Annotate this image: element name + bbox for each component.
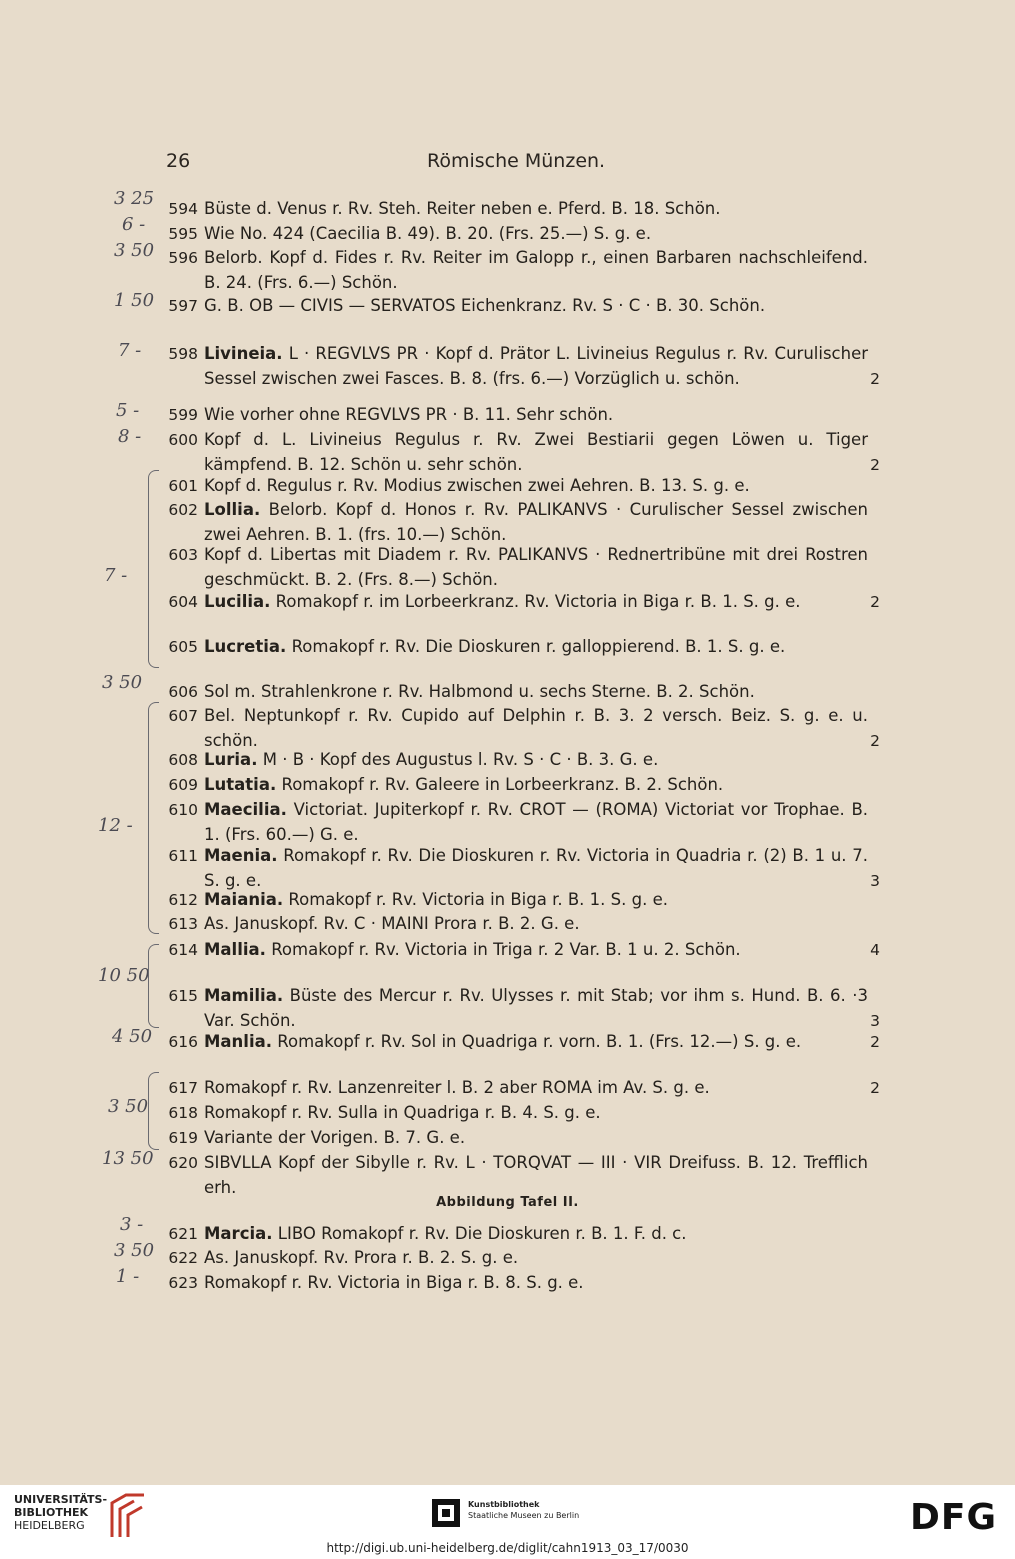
list-item: 600 Kopf d. L. Livineius Regulus r. Rv. Zwei Bestiarii gegen Löwen u. Tiger kämpfend. B. 12. Schön u. sehr schön. 2 <box>168 430 880 474</box>
margin-note: 3 - <box>120 1214 144 1235</box>
list-item: 615 Mamilia. Büste des Mercur r. Rv. Ulysses r. mit Stab; vor ihm s. Hund. B. 6. ·3 Var. Schön. 3 <box>168 986 880 1030</box>
margin-bracket <box>148 944 159 1028</box>
margin-note: 10 50 <box>98 965 150 986</box>
margin-note: 3 50 <box>108 1096 149 1117</box>
kb-name: Kunstbibliothek <box>468 1500 540 1509</box>
margin-note: 6 - <box>122 214 146 235</box>
dfg-logo: DFG <box>909 1497 997 1538</box>
figure-caption: Abbildung Tafel II. <box>436 1195 579 1210</box>
list-item: 610 Maecilia. Victoriat. Jupiterkopf r. Rv. CROT — (ROMA) Victoriat vor Trophae. B. 1. (Frs. 60.—) G. e. <box>168 800 869 844</box>
margin-note: 5 - <box>116 400 140 421</box>
list-item: 620 SIBVLLA Kopf der Sibylle r. Rv. L · TORQVAT — III · VIR Dreifuss. B. 12. Trefflich erh. <box>168 1153 868 1197</box>
list-item: 599 Wie vorher ohne REGVLVS PR · B. 11. Sehr schön. <box>168 405 614 424</box>
list-item: 612 Maiania. Romakopf r. Rv. Victoria in Biga r. B. 1. S. g. e. <box>168 890 668 909</box>
list-item: 595 Wie No. 424 (Caecilia B. 49). B. 20. (Frs. 25.—) S. g. e. <box>168 224 652 243</box>
list-item: 613 As. Januskopf. Rv. C · MAINI Prora r. B. 2. G. e. <box>168 914 580 933</box>
list-item: 611 Maenia. Romakopf r. Rv. Die Dioskuren r. Rv. Victoria in Quadria r. (2) B. 1 u. 7. S. g. e. 3 <box>168 846 880 890</box>
list-item: 608 Luria. M · B · Kopf des Augustus l. Rv. S · C · B. 3. G. e. <box>168 750 659 769</box>
margin-note: 3 50 <box>114 1240 155 1261</box>
list-item: 616 Manlia. Romakopf r. Rv. Sol in Quadriga r. vorn. B. 1. (Frs. 12.—) S. g. e. 2 <box>168 1032 880 1051</box>
list-item: 619 Variante der Vorigen. B. 7. G. e. <box>168 1128 466 1147</box>
list-item: 623 Romakopf r. Rv. Victoria in Biga r. B. 8. S. g. e. <box>168 1273 584 1292</box>
list-item: 618 Romakopf r. Rv. Sulla in Quadriga r. B. 4. S. g. e. <box>168 1103 601 1122</box>
page-number: 26 <box>166 150 191 172</box>
margin-note: 3 50 <box>102 672 143 693</box>
margin-bracket <box>148 470 159 668</box>
margin-note: 1 - <box>116 1266 140 1287</box>
list-item: 601 Kopf d. Regulus r. Rv. Modius zwischen zwei Aehren. B. 13. S. g. e. <box>168 476 750 495</box>
list-item: 617 Romakopf r. Rv. Lanzenreiter l. B. 2 aber ROMA im Av. S. g. e. 2 <box>168 1078 880 1097</box>
list-item: 596 Belorb. Kopf d. Fides r. Rv. Reiter im Galopp r., einen Barbaren nachschleifend. B. 24. (Frs. 6.—) Schön. <box>168 248 868 292</box>
list-item: 594 Büste d. Venus r. Rv. Steh. Reiter neben e. Pferd. B. 18. Schön. <box>168 199 721 218</box>
margin-note: 8 - <box>118 426 142 447</box>
list-item: 614 Mallia. Romakopf r. Rv. Victoria in Triga r. 2 Var. B. 1 u. 2. Schön. 4 <box>168 940 880 959</box>
ub-heidelberg-logo: UNIVERSITÄTS- BIBLIOTHEK HEIDELBERG <box>14 1493 108 1532</box>
list-item: 597 G. B. OB — CIVIS — SERVATOS Eichenkranz. Rv. S · C · B. 30. Schön. <box>168 296 766 315</box>
kb-emblem-icon <box>432 1499 460 1527</box>
margin-note: 13 50 <box>102 1148 154 1169</box>
margin-note: 4 50 <box>112 1026 153 1047</box>
margin-note: 1 50 <box>114 290 155 311</box>
list-item: 606 Sol m. Strahlenkrone r. Rv. Halbmond u. sechs Sterne. B. 2. Schön. <box>168 682 755 701</box>
margin-bracket <box>148 702 159 934</box>
ub-emblem-icon <box>108 1493 148 1539</box>
permalink[interactable]: http://digi.ub.uni-heidelberg.de/diglit/cahn1913_03_17/0030 <box>326 1541 689 1555</box>
list-item: 605 Lucretia. Romakopf r. Rv. Die Dioskuren r. galloppierend. B. 1. S. g. e. <box>168 637 786 656</box>
margin-note: 3 50 <box>114 240 155 261</box>
kb-subtitle: Staatliche Museen zu Berlin <box>468 1511 580 1520</box>
margin-note: 12 - <box>98 815 133 836</box>
footer-bar <box>0 1485 1015 1559</box>
margin-bracket <box>148 1072 159 1150</box>
list-item: 604 Lucilia. Romakopf r. im Lorbeerkranz. Rv. Victoria in Biga r. B. 1. S. g. e. 2 <box>168 592 880 611</box>
margin-note: 7 - <box>104 565 128 586</box>
list-item: 602 Lollia. Belorb. Kopf d. Honos r. Rv. PALIKANVS · Curulischer Sessel zwischen zwei Aehren. B. 1. (frs. 10.—) Schön. <box>168 500 868 544</box>
list-item: 598 Livineia. L · REGVLVS PR · Kopf d. Prätor L. Livineius Regulus r. Rv. Curulischer Sessel zwischen zwei Fasces. B. 8. (frs. 6.—) Vorzüglich u. schön. 2 <box>168 344 880 388</box>
page-title: Römische Münzen. <box>427 150 606 172</box>
list-item: 609 Lutatia. Romakopf r. Rv. Galeere in Lorbeerkranz. B. 2. Schön. <box>168 775 724 794</box>
list-item: 603 Kopf d. Libertas mit Diadem r. Rv. PALIKANVS · Rednertribüne mit drei Rostren geschmückt. B. 2. (Frs. 8.—) Schön. <box>168 545 868 589</box>
margin-note: 3 25 <box>114 188 155 209</box>
kunstbibliothek-logo <box>432 1499 580 1531</box>
margin-note: 7 - <box>118 340 142 361</box>
list-item: 622 As. Januskopf. Rv. Prora r. B. 2. S. g. e. <box>168 1248 519 1267</box>
list-item: 621 Marcia. LIBO Romakopf r. Rv. Die Dioskuren r. B. 1. F. d. c. <box>168 1224 687 1243</box>
list-item: 607 Bel. Neptunkopf r. Rv. Cupido auf Delphin r. B. 3. 2 versch. Beiz. S. g. e. u. schön. 2 <box>168 706 880 750</box>
